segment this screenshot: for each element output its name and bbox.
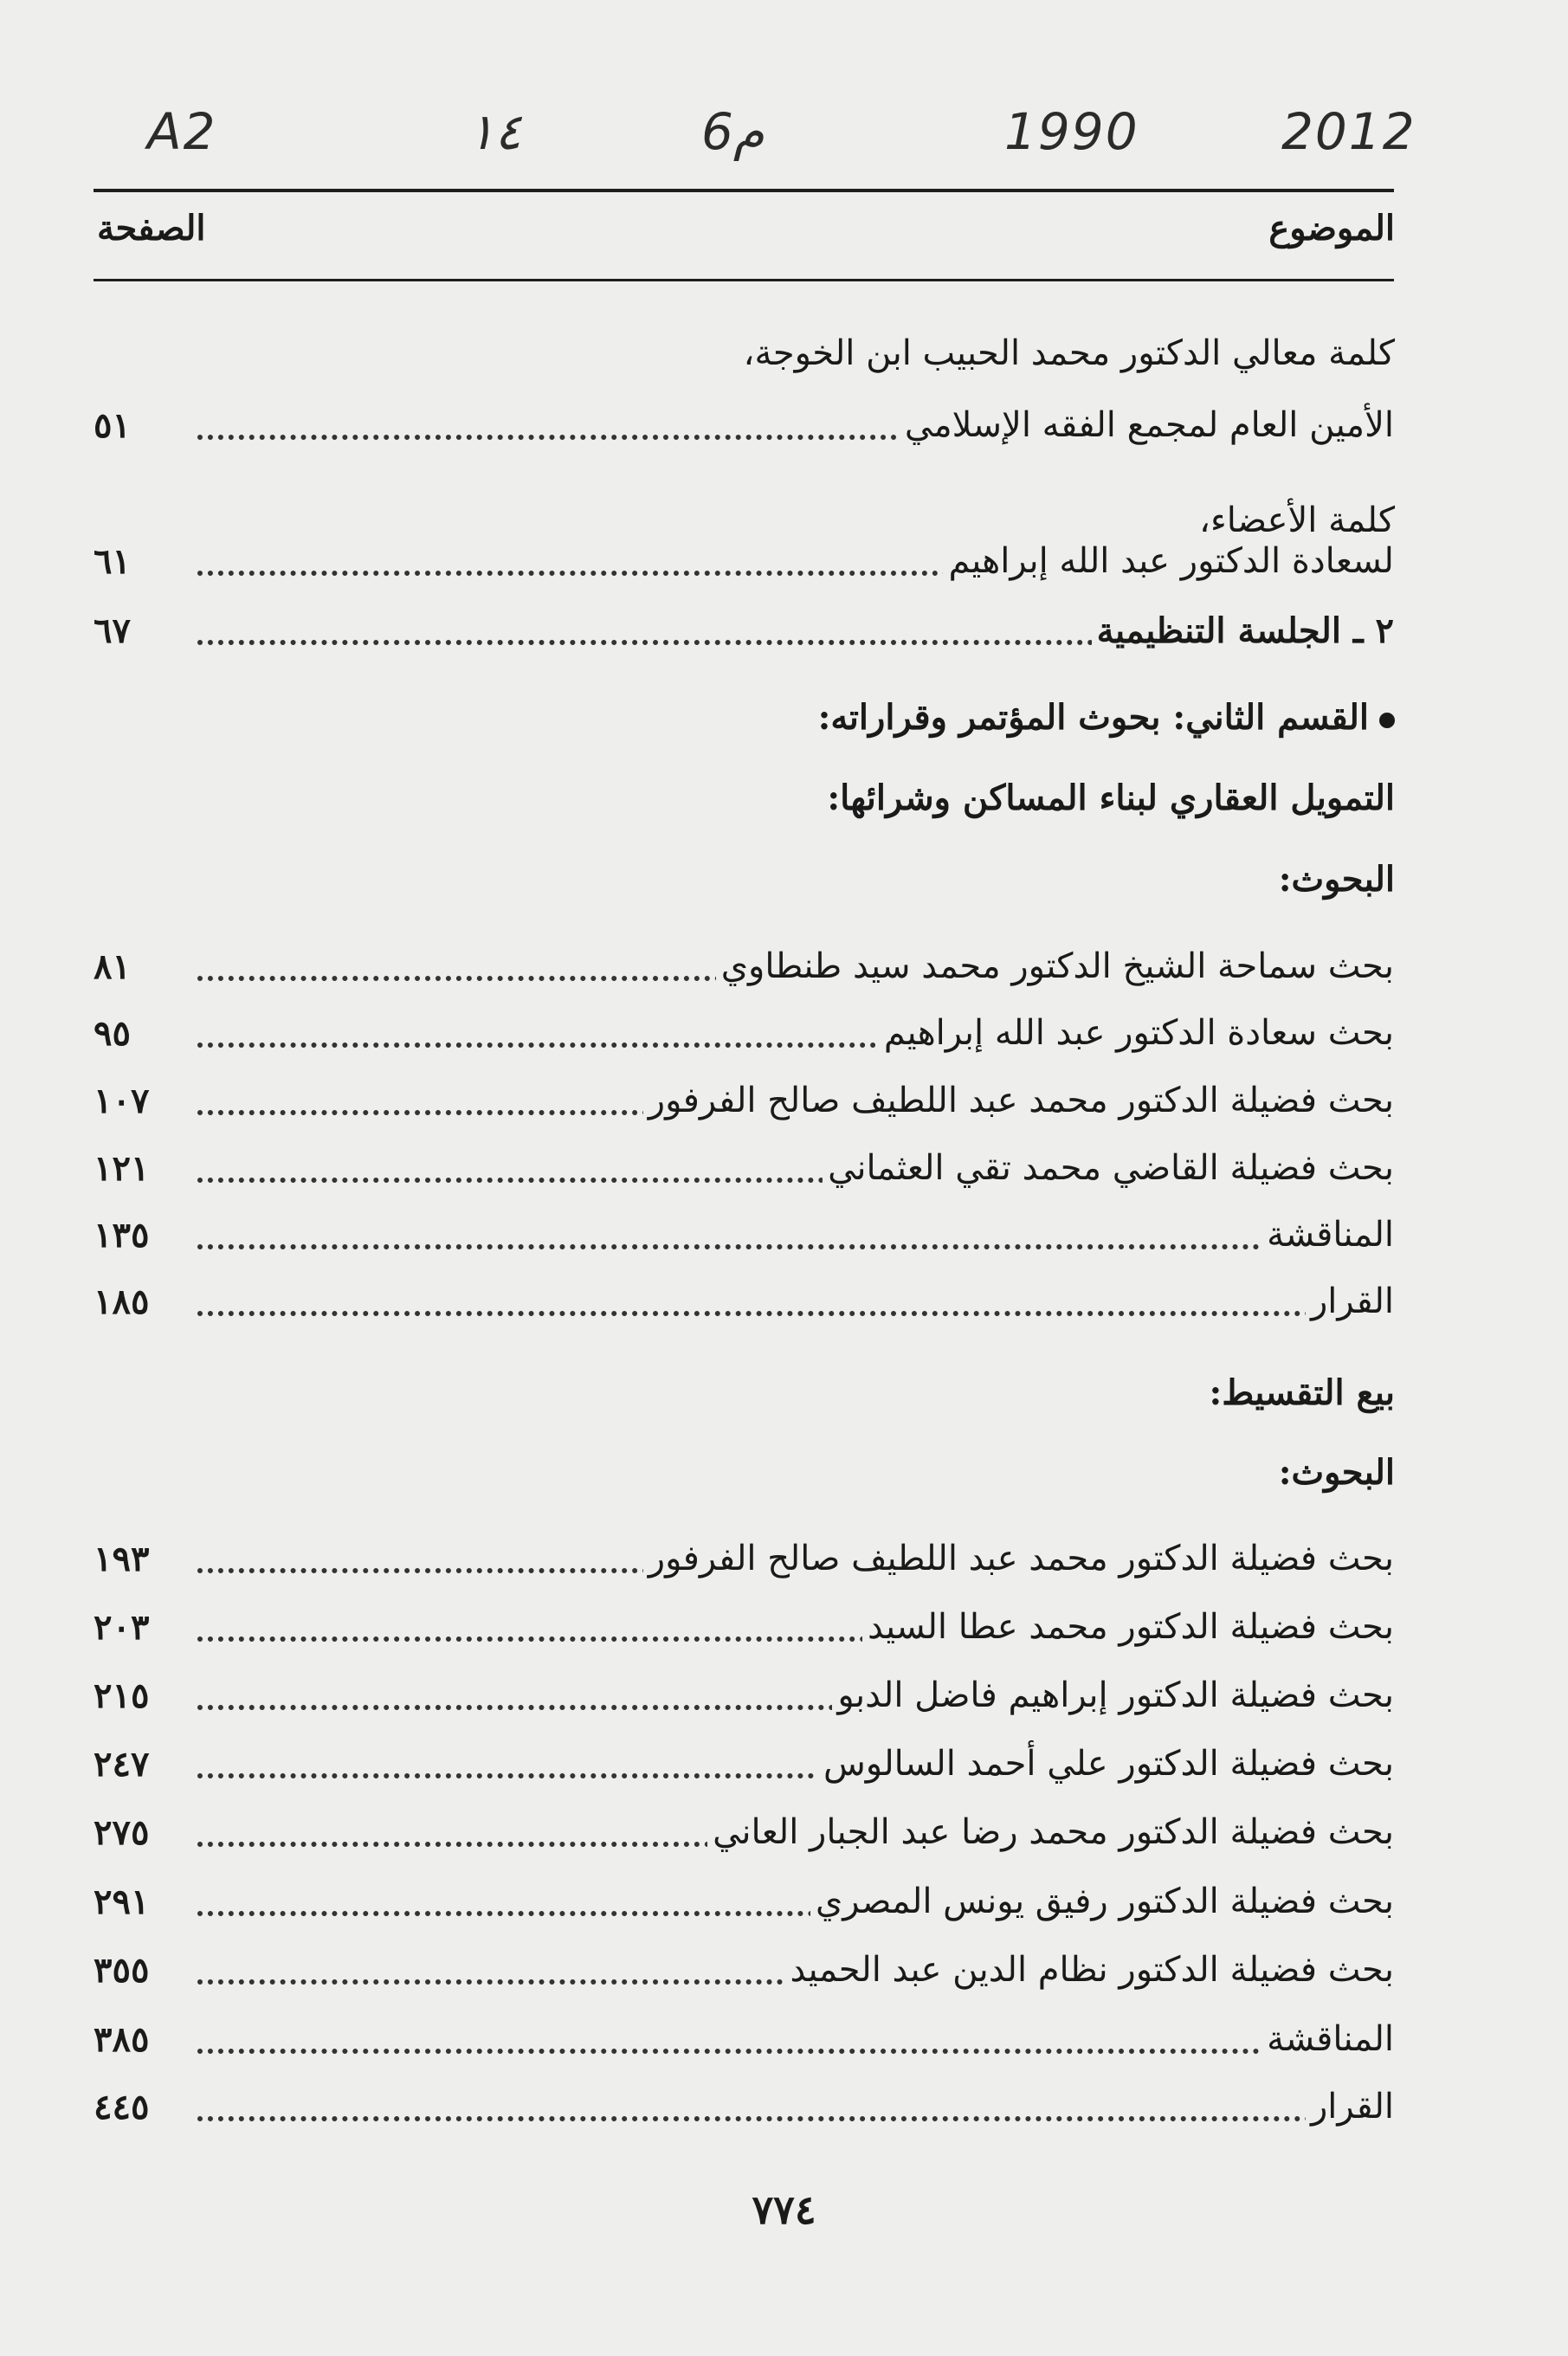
toc-entry: [94, 1950, 1394, 2011]
handwritten-note-d: 1990: [1004, 102, 1139, 161]
toc-entry-title: بحث فضيلة الدكتور إبراهيم فاضل الدبو: [832, 1675, 1394, 1715]
bullet-icon: [1379, 713, 1395, 728]
toc-entry-title: بحث فضيلة الدكتور محمد عبد اللطيف صالح الفرفور: [643, 1539, 1394, 1578]
handwritten-notes: [147, 102, 1481, 180]
toc-entry: [94, 1281, 1394, 1342]
toc-entry: [94, 1744, 1394, 1804]
toc-entry: [94, 541, 1394, 602]
toc-entry: [94, 1013, 1394, 1074]
section-heading: [818, 697, 1395, 738]
toc-entry-page: ٢٩١: [94, 1882, 150, 1922]
toc-entry: [94, 610, 1394, 671]
toc-entry: [94, 2019, 1394, 2080]
toc-entry: [94, 946, 1394, 1007]
toc-entry-page: ٢١٥: [94, 1675, 150, 1716]
toc-entry-title: الأمين العام لمجمع الفقه الإسلامي: [900, 405, 1394, 445]
toc-entry-page: ٢٠٣: [94, 1607, 150, 1648]
toc-entry: [94, 1539, 1394, 1599]
toc-entry-title: ٢ ـ الجلسة التنظيمية: [1092, 610, 1394, 651]
toc-line: كلمة الأعضاء،: [1199, 500, 1395, 540]
toc-entry-title: بحث سماحة الشيخ الدكتور محمد سيد طنطاوي: [716, 946, 1394, 986]
toc-entry: [94, 1607, 1394, 1668]
toc-entry-title: بحث فضيلة القاضي محمد تقي العثماني: [823, 1148, 1394, 1188]
toc-entry-page: ٨١: [94, 946, 131, 987]
toc-entry-title: القرار: [1306, 2087, 1394, 2127]
toc-entry-title: المناقشة: [1261, 2019, 1394, 2059]
toc-entry-page: ١٠٧: [94, 1081, 150, 1121]
leader-dots: [197, 1244, 1394, 1249]
section-heading-text: القسم الثاني: بحوث المؤتمر وقراراته:: [817, 697, 1369, 738]
toc-entry: [94, 1148, 1394, 1209]
toc-entry: [94, 1081, 1394, 1141]
topic-title: التمويل العقاري لبناء المساكن وشرائها:: [827, 778, 1395, 818]
toc-entry-page: ١٨٥: [94, 1281, 150, 1322]
header-rule: [94, 279, 1394, 281]
toc-entry-page: ٢٧٥: [94, 1812, 150, 1853]
handwritten-note-c: 6م: [701, 102, 765, 161]
toc-entry-title: بحث فضيلة الدكتور نظام الدين عبد الحميد: [785, 1950, 1395, 1990]
leader-dots: [197, 2049, 1394, 2054]
toc-entry: [94, 1812, 1394, 1873]
toc-entry-title: بحث فضيلة الدكتور محمد عبد اللطيف صالح الفرفور: [643, 1081, 1394, 1120]
toc-entry-page: ٢٤٧: [94, 1744, 150, 1785]
toc-entry: [94, 405, 1394, 466]
toc-entry: [94, 1882, 1394, 1942]
toc-entry: [94, 1215, 1394, 1275]
toc-entry: [94, 2087, 1394, 2147]
toc-entry-title: المناقشة: [1261, 1215, 1394, 1255]
toc-entry-page: ١٢١: [94, 1148, 150, 1189]
handwritten-note-a: A2: [147, 102, 217, 161]
top-rule: [94, 189, 1394, 192]
toc-entry-title: بحث فضيلة الدكتور محمد عطا السيد: [862, 1607, 1394, 1647]
page-number: ٧٧٤: [752, 2186, 816, 2233]
toc-entry-title: بحث سعادة الدكتور عبد الله إبراهيم: [879, 1013, 1394, 1053]
handwritten-note-e: 2012: [1281, 102, 1416, 161]
toc-entry-page: ٦١: [94, 541, 131, 582]
toc-entry-page: ١٣٥: [94, 1215, 150, 1255]
handwritten-note-b: ١٤: [468, 102, 522, 161]
toc-entry-title: بحث فضيلة الدكتور محمد رضا عبد الجبار العاني: [707, 1812, 1394, 1852]
toc-entry-page: ٤٤٥: [94, 2087, 150, 2127]
toc-entry-page: ٣٥٥: [94, 1950, 150, 1991]
toc-entry-title: لسعادة الدكتور عبد الله إبراهيم: [943, 541, 1394, 581]
toc-entry-page: ٦٧: [94, 610, 131, 651]
toc-entry-page: ٩٥: [94, 1013, 131, 1054]
toc-entry-title: بحث فضيلة الدكتور رفيق يونس المصري: [810, 1882, 1394, 1921]
subject-column-header: الموضوع: [1268, 208, 1395, 249]
toc-entry-page: ٥١: [94, 405, 131, 446]
toc-entry-title: بحث فضيلة الدكتور علي أحمد السالوس: [818, 1744, 1394, 1784]
toc-entry-page: ١٩٣: [94, 1539, 150, 1579]
leader-dots: [197, 2116, 1394, 2121]
topic-title: بيع التقسيط:: [1209, 1372, 1395, 1413]
page-column-header: الصفحة: [97, 208, 206, 249]
topic-subheading: البحوث:: [1278, 859, 1395, 900]
toc-line: كلمة معالي الدكتور محمد الحبيب ابن الخوجة،: [743, 333, 1395, 373]
toc-entry-page: ٣٨٥: [94, 2019, 150, 2060]
toc-entry-title: القرار: [1306, 1281, 1394, 1321]
topic-subheading: البحوث:: [1278, 1452, 1395, 1493]
leader-dots: [197, 1311, 1394, 1316]
toc-entry: [94, 1675, 1394, 1736]
